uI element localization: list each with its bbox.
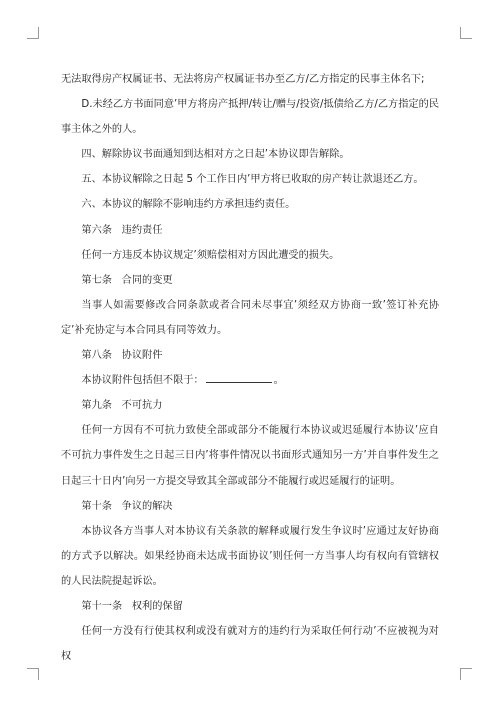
paragraph-article-11: 任何一方没有行使其权利或没有就对方的违约行为采取任何行动’不应被视为对权	[61, 626, 439, 663]
article-8-text: 本协议附件包括但不限于：	[81, 375, 204, 387]
document-body	[61, 67, 439, 669]
heading-article-6: 第六条 违约责任	[81, 224, 163, 236]
paragraph-article-9: 任何一方因有不可抗力致使全部或部分不能履行本协议或迟延履行本协议’应自不可抗力事件发生之日起三日内’将事件情况以书面形式通知另一方’并自事件发生之日起三十日内’向另一方提交导致其全部或部分不能履行或迟延履行的证明。	[61, 425, 439, 487]
crop-mark-top-left	[27, 27, 39, 39]
article-8-end-mark: 。	[273, 375, 284, 387]
paragraph-continuation: 无法取得房产权属证书、无法将房产权属证书办至乙方/乙方指定的民事主体名下;	[61, 74, 425, 85]
heading-article-10: 第十条 争议的解决	[81, 500, 173, 512]
paragraph-clause-d: D.未经乙方书面同意’甲方将房产抵押/转让/赠与/投资/抵债给乙方/乙方指定的民事主体之外的人。	[61, 99, 439, 136]
paragraph-article-8	[61, 368, 439, 393]
crop-mark-top-right	[460, 27, 472, 39]
fill-in-blank	[206, 381, 272, 383]
paragraph-item-5: 五、本协议解除之日起 5 个工作日内’甲方将已收取的房产转让款退还乙方。	[81, 174, 424, 186]
paragraph-item-6: 六、本协议的解除不影响违约方承担违约责任。	[81, 199, 296, 211]
heading-article-7: 第七条 合同的变更	[81, 274, 173, 286]
heading-article-8: 第八条 协议附件	[81, 350, 163, 362]
heading-article-11: 第十一条 权利的保留	[81, 600, 183, 612]
paragraph-item-4: 四、解除协议书面通知到达相对方之日起’本协议即告解除。	[81, 149, 350, 161]
paragraph-article-7: 当事人如需要修改合同条款或者合同未尽事宜’须经双方协商一致’签订补充协定’补充协定与本合同具有同等效力。	[61, 299, 439, 336]
paragraph-article-10: 本协议各方当事人对本协议有关条款的解释或履行发生争议时’应通过友好协商的方式予以解决。如果经协商未达成书面协议’则任何一方当事人均有权向有管辖权的人民法院提起诉讼。	[61, 525, 439, 587]
heading-article-9: 第九条 不可抗力	[81, 400, 163, 412]
paragraph-article-6: 任何一方违反本协议规定’须赔偿相对方因此遭受的损失。	[81, 249, 340, 261]
crop-mark-bottom-left	[27, 668, 39, 680]
crop-mark-bottom-right	[460, 668, 472, 680]
